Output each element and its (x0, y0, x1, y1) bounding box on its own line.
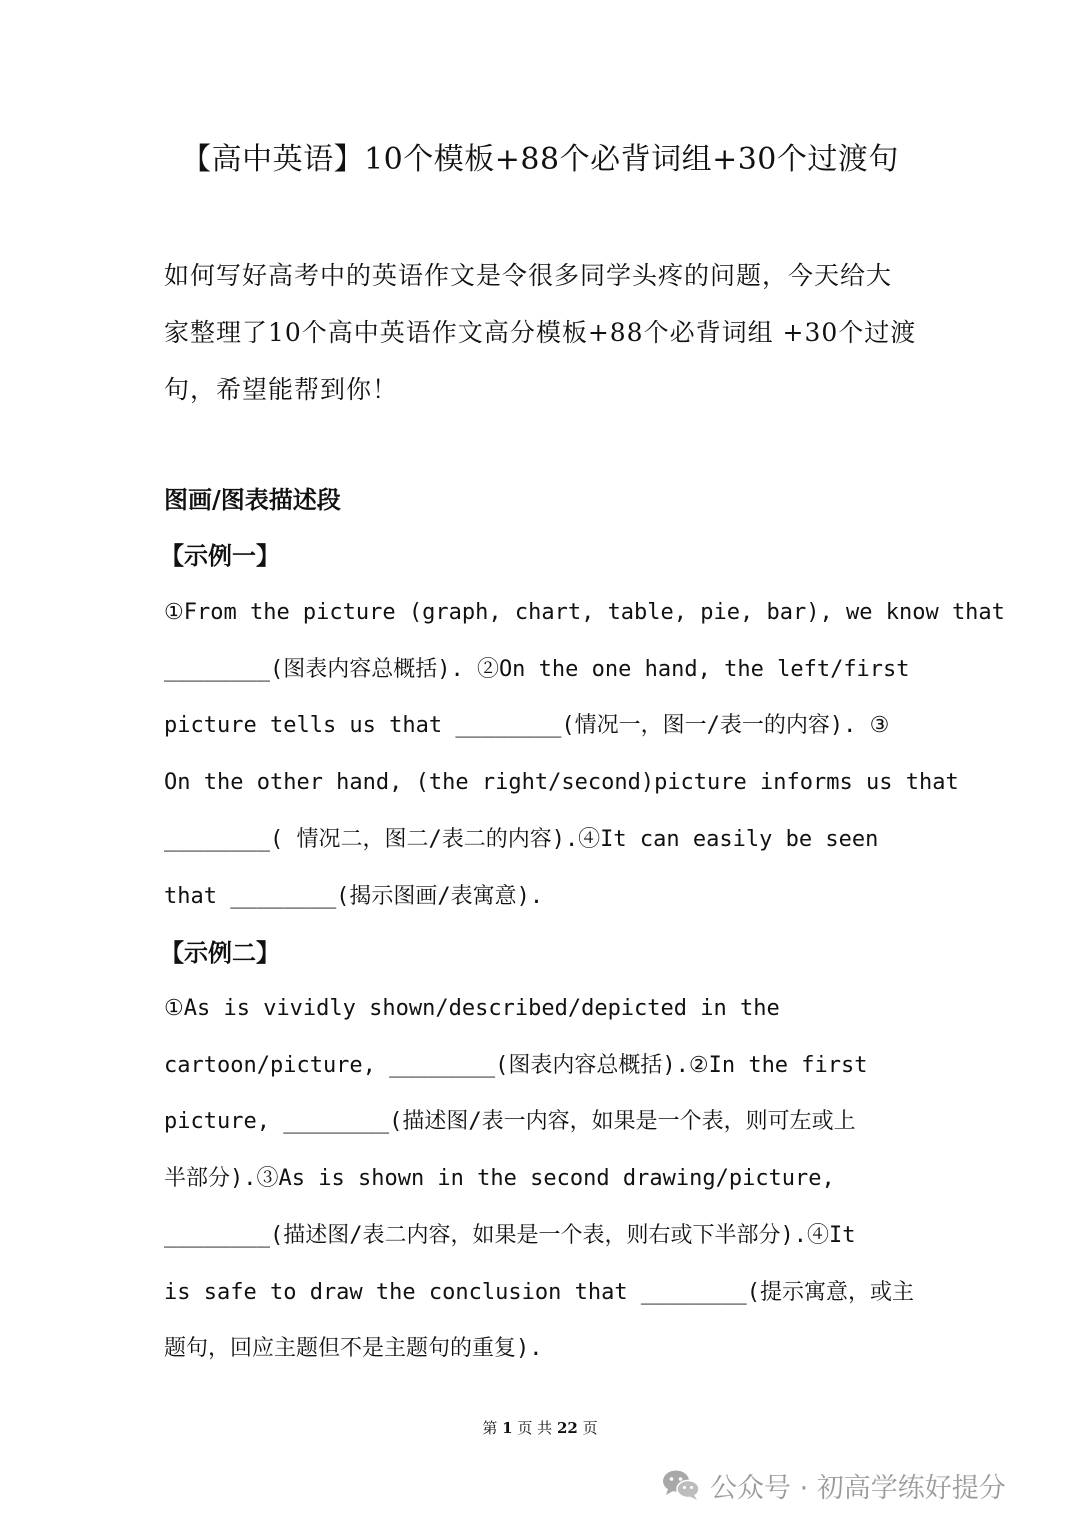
example-line: that ________(揭示图画/表寓意). (164, 883, 544, 909)
footer-suffix: 页 (582, 1419, 598, 1437)
example-line: 半部分).③As is shown in the second drawing/picture, (164, 1166, 835, 1192)
page-number-footer (0, 1416, 1080, 1440)
wechat-watermark (662, 1462, 1006, 1508)
intro-line: 如何写好高考中的英语作文是令很多同学头疼的问题，今天给大 (164, 261, 893, 290)
example-two-label: 【示例二】 (160, 938, 280, 967)
footer-total-pages: 22 (556, 1419, 578, 1437)
example-line: On the other hand, (the right/second)picture informs us that (164, 770, 959, 796)
example-line: ________(图表内容总概括). ②On the one hand, the left/first (164, 656, 910, 682)
example-line: is safe to draw the conclusion that ________(提示寓意，或主 (164, 1279, 915, 1305)
section-heading: 图画/图表描述段 (164, 485, 341, 514)
example-line: cartoon/picture, ________(图表内容总概括).②In the first (164, 1052, 868, 1078)
footer-middle: 页 共 (517, 1419, 553, 1437)
example-line: picture, ________(描述图/表一内容，如果是一个表，则可左或上 (164, 1109, 856, 1135)
example-one-body (164, 585, 1005, 925)
example-line: picture tells us that ________(情况一，图一/表一的内容). ③ (164, 713, 890, 739)
intro-paragraph (164, 247, 920, 418)
example-line: ①From the picture (graph, chart, table, pie, bar), we know that (164, 600, 1005, 625)
example-line: ________( 情况二，图二/表二的内容).④It can easily be seen (164, 826, 879, 852)
footer-current-page: 1 (502, 1419, 513, 1437)
example-two-body (164, 981, 924, 1378)
example-line: ________(描述图/表二内容，如果是一个表，则右或下半部分).④It (164, 1222, 856, 1248)
footer-prefix: 第 (482, 1419, 498, 1437)
page-title: 【高中英语】10个模板+88个必背词组+30个过渡句 (181, 142, 899, 177)
watermark-text: 公众号 · 初高学练好提分 (710, 1472, 1006, 1504)
intro-line: 句，希望能帮到你！ (164, 375, 399, 404)
example-line: ①As is vividly shown/described/depicted in the (164, 996, 780, 1021)
wechat-icon (662, 1469, 700, 1501)
example-line: 题句，回应主题但不是主题句的重复). (164, 1336, 543, 1362)
example-one-label: 【示例一】 (160, 541, 280, 570)
intro-line: 家整理了10个高中英语作文高分模板+88个必背词组 +30个过渡 (164, 318, 917, 347)
